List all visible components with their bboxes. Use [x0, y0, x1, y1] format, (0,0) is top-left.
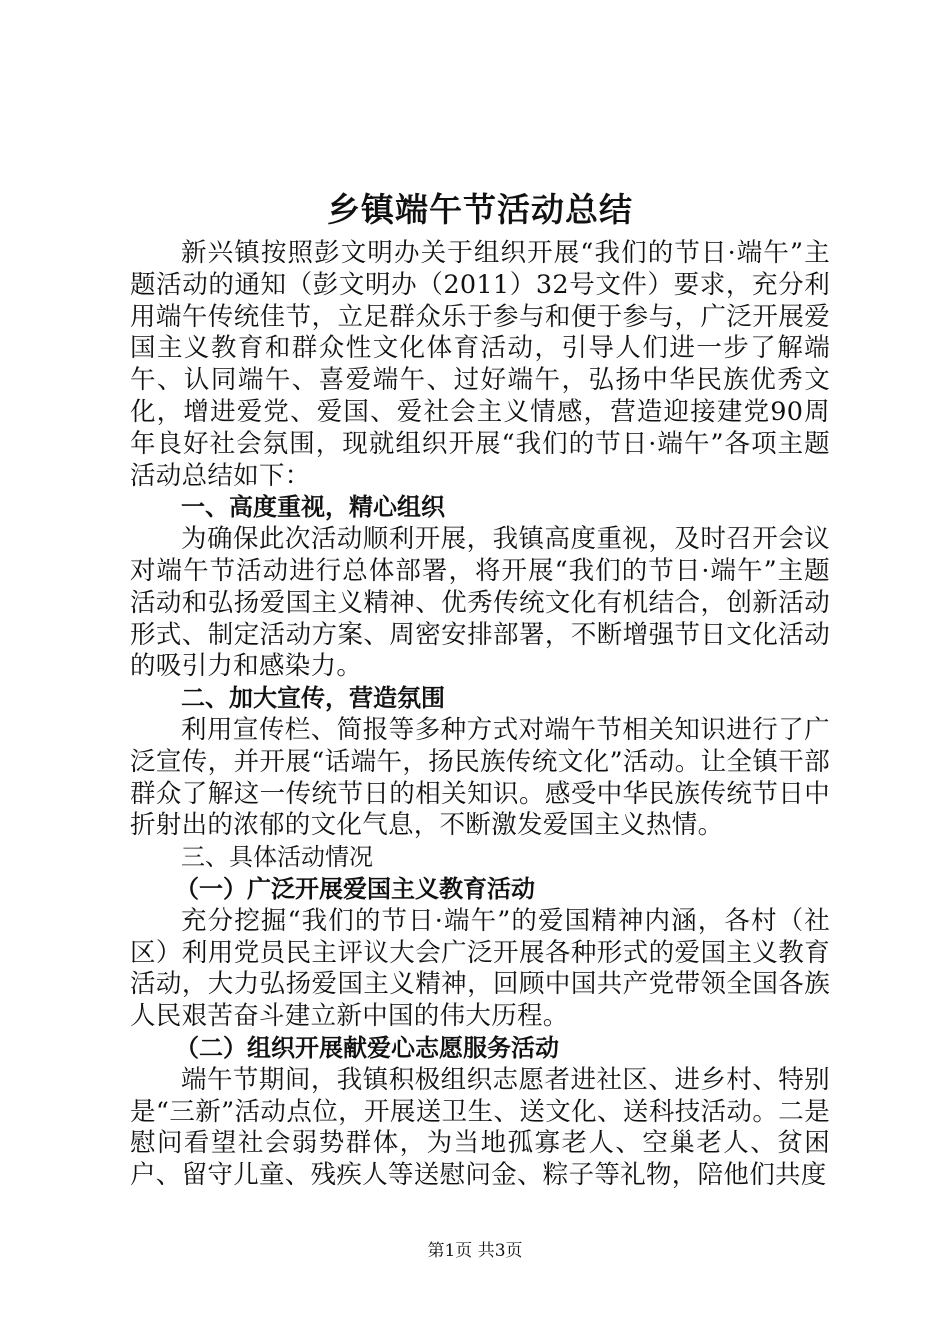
- subsection-heading-2: （二）组织开展献爱心志愿服务活动: [175, 1033, 559, 1062]
- page-footer: 第1页 共3页: [427, 1241, 523, 1261]
- section-heading-1: 一、高度重视，精心组织: [181, 493, 445, 522]
- section-body-1: 为确保此次活动顺利开展，我镇高度重视，及时召开会议对端午节活动进行总体部署，将开展“我们的节日·端午”主题活动和弘扬爱国主义精神、优秀传统文化有机结合，创新活动形式、制定活动方案、周密安排部署，不断增强节日文化活动的吸引力和感染力。: [130, 524, 830, 682]
- section-body-2: 利用宣传栏、简报等多种方式对端午节相关知识进行了广泛宣传，并开展“话端午，扬民族传统文化”活动。让全镇干部群众了解这一传统节日的相关知识。感受中华民族传统节日中折射出的浓郁的文化气息，不断激发爱国主义热情。: [130, 714, 830, 841]
- document-body: [130, 182, 830, 1192]
- section-heading-2: 二、加大宣传，营造氛围: [181, 684, 445, 713]
- subsection-body-1: 充分挖掘“我们的节日·端午”的爱国精神内涵，各村（社区）利用党员民主评议大会广泛开展各种形式的爱国主义教育活动，大力弘扬爱国主义精神，回顾中国共产党带领全国各族人民艰苦奋斗建立新中国的伟大历程。: [130, 905, 830, 1032]
- subsection-body-2: 端午节期间，我镇积极组织志愿者进社区、进乡村、特别是“三新”活动点位，开展送卫生、送文化、送科技活动。二是慰问看望社会弱势群体，为当地孤寡老人、空巢老人、贫困户、留守儿童、残疾人等送慰问金、粽子等礼物，陪他们共度: [130, 1064, 830, 1191]
- section-heading-3: 三、具体活动情况: [181, 843, 373, 872]
- document-title: 乡镇端午节活动总结: [327, 190, 633, 229]
- subsection-heading-1: （一）广泛开展爱国主义教育活动: [175, 874, 535, 903]
- intro-paragraph: 新兴镇按照彭文明办关于组织开展“我们的节日·端午”主题活动的通知（彭文明办（2011）32号文件）要求，充分利用端午传统佳节，立足群众乐于参与和便于参与，广泛开展爱国主义教育和群众性文化体育活动，引导人们进一步了解端午、认同端午、喜爱端午、过好端午，弘扬中华民族优秀文化，增进爱党、爱国、爱社会主义情感，营造迎接建党90周年良好社会氛围，现就组织开展“我们的节日·端午”各项主题活动总结如下：: [130, 238, 830, 491]
